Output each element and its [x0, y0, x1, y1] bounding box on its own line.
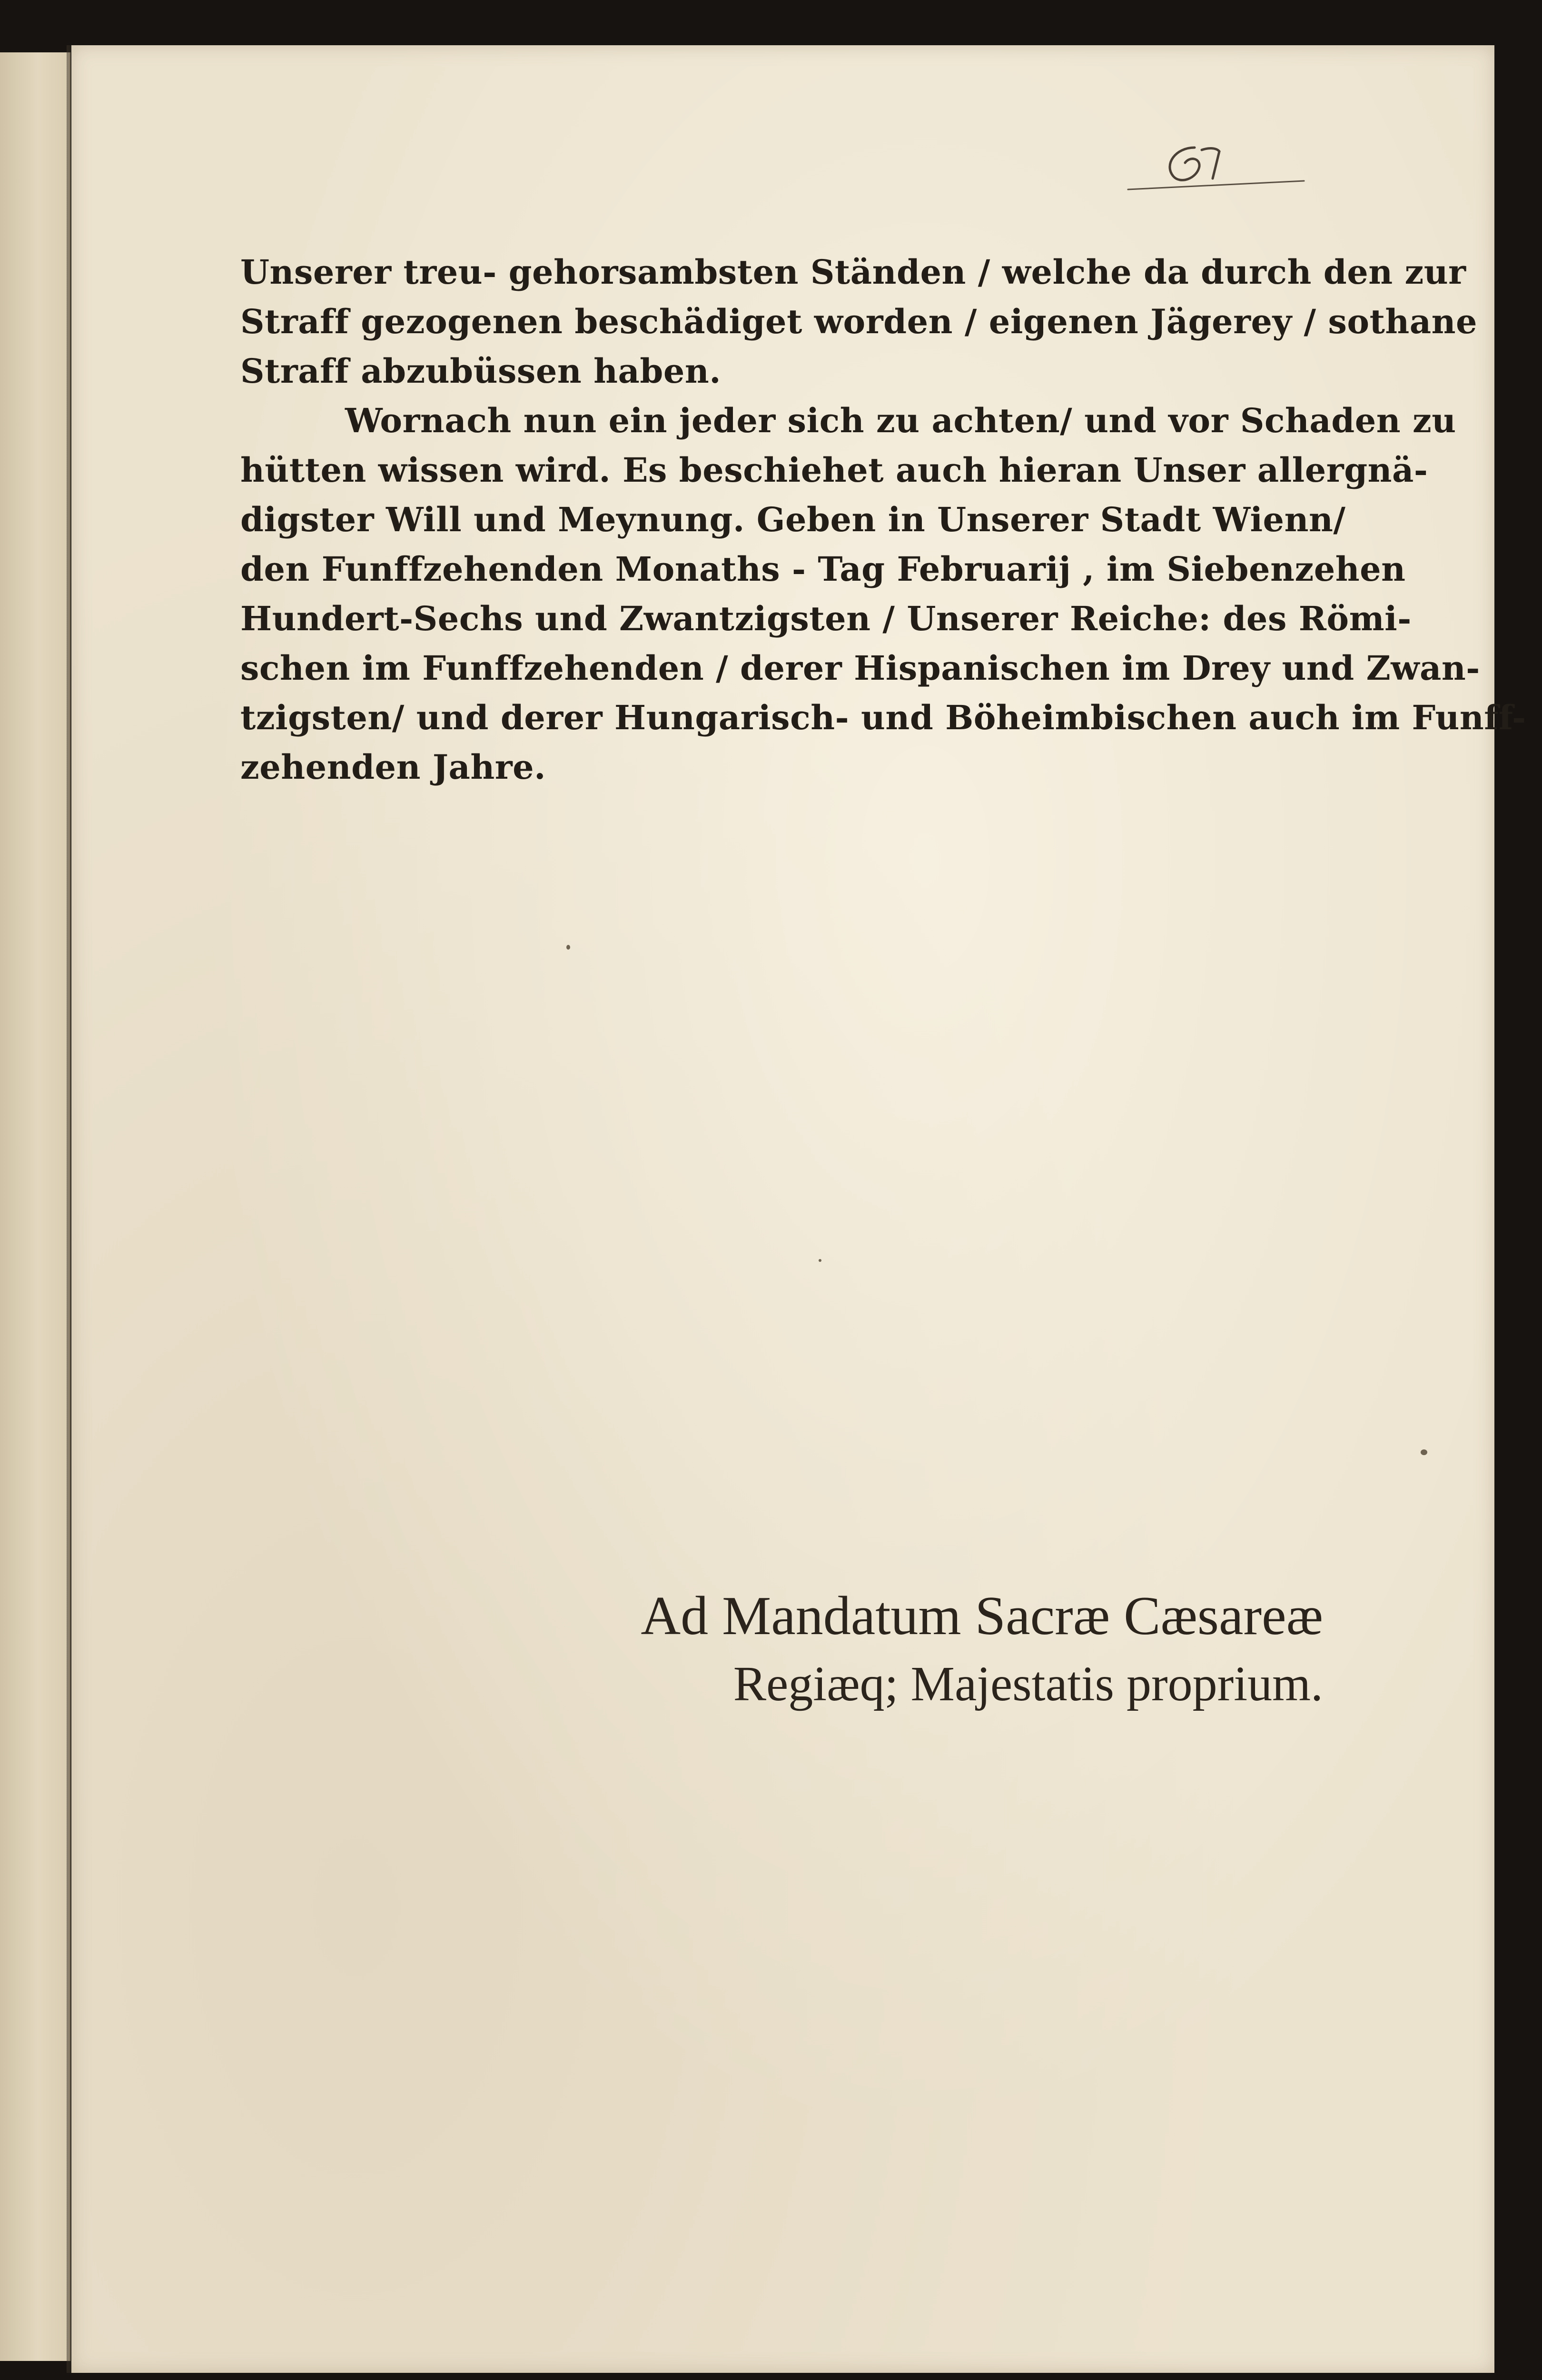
paper-speck: [566, 945, 570, 950]
paper-speck: [819, 1259, 821, 1262]
subscription-block: [571, 1580, 1323, 1716]
subscription-line: Ad Mandatum Sacræ Cæsareæ: [641, 1586, 1323, 1646]
body-line: digster Will und Meynung. Geben in Unserer Stadt Wienn/: [240, 500, 1346, 539]
body-line: tzigsten/ und derer Hungarisch- und Böheimbischen auch im Funff-: [240, 698, 1526, 737]
facing-page-edge: [0, 52, 70, 2361]
handwritten-page-number: [1118, 129, 1309, 200]
body-line: Wornach nun ein jeder sich zu achten/ und vor Schaden zu: [345, 401, 1456, 440]
body-line: den Funffzehenden Monaths - Tag Februarij , im Siebenzehen: [240, 549, 1406, 589]
paper-speck: [1421, 1449, 1427, 1455]
body-line: Straff abzubüssen haben.: [240, 351, 722, 391]
body-line: Unserer treu- gehorsambsten Ständen / welche da durch den zur: [240, 252, 1466, 292]
body-line: hütten wissen wird. Es beschiehet auch hieran Unser allergnä-: [240, 450, 1428, 490]
body-line: Straff gezogenen beschädiget worden / eigenen Jägerey / sothane: [240, 302, 1478, 341]
body-paragraph: [240, 248, 1526, 792]
body-line: zehenden Jahre.: [240, 747, 546, 787]
body-line: schen im Funffzehenden / derer Hispanischen im Drey und Zwan-: [240, 648, 1480, 688]
subscription-line: Regiæq; Majestatis proprium.: [733, 1656, 1323, 1711]
body-line: Hundert-Sechs und Zwantzigsten / Unserer Reiche: des Römi-: [240, 599, 1412, 638]
